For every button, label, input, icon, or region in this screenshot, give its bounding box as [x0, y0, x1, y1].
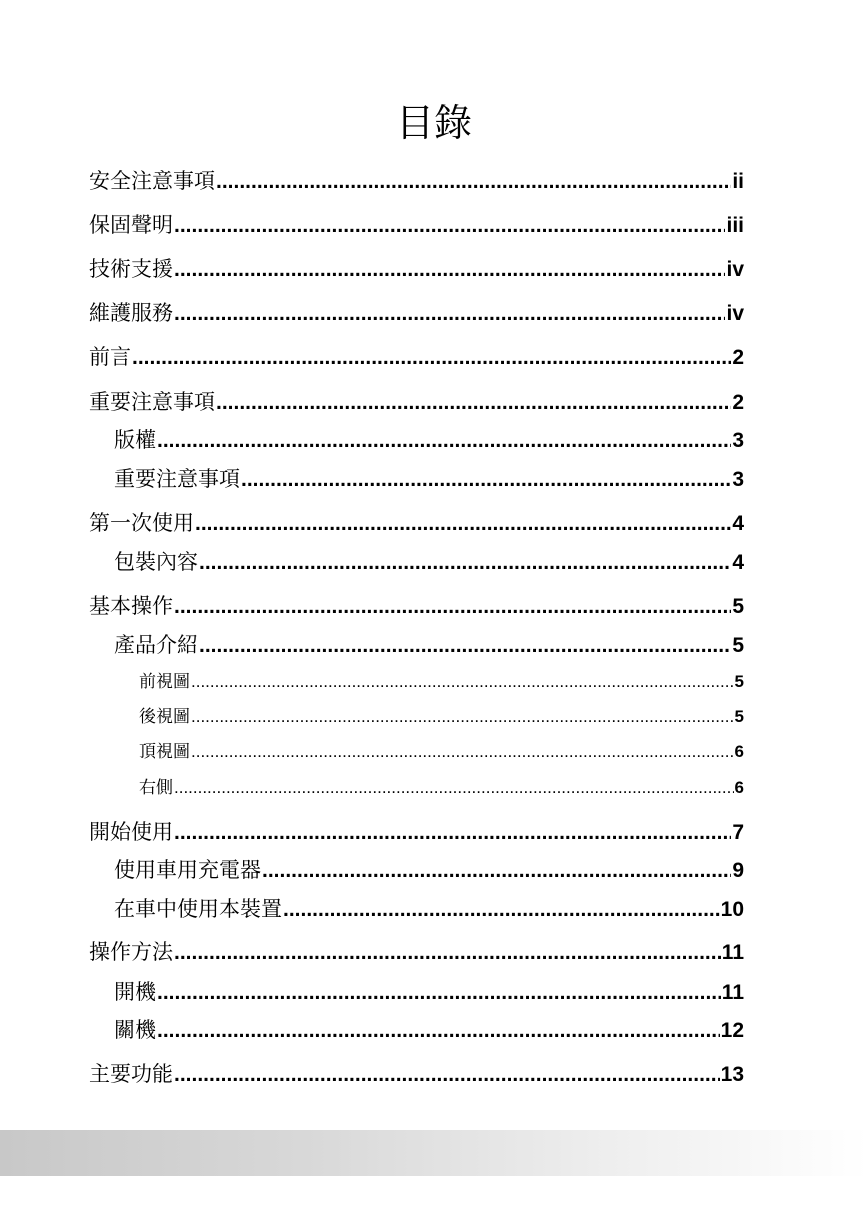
toc-dot-leader	[283, 898, 720, 922]
toc-entry-label: 主要功能	[89, 1062, 173, 1086]
toc-dot-leader	[174, 941, 721, 965]
toc-entry-label: 關機	[114, 1018, 156, 1042]
toc-entry-label: 使用車用充電器	[114, 858, 261, 882]
toc-page-number: 2	[732, 391, 744, 414]
toc-entry-label: 開始使用	[89, 820, 173, 844]
toc-page-number: 5	[734, 672, 744, 691]
toc-dot-leader	[262, 859, 731, 883]
toc-page-number: iv	[726, 302, 744, 325]
toc-entry-label: 產品介紹	[114, 633, 198, 657]
toc-page-number: 4	[732, 551, 744, 574]
toc-entry[interactable]	[89, 253, 744, 283]
toc-entry-label: 基本操作	[89, 594, 173, 618]
page-title: 目錄	[395, 101, 472, 145]
toc-dot-leader	[174, 821, 731, 845]
toc-entry[interactable]	[89, 590, 744, 620]
toc-entry-label: 第一次使用	[89, 511, 194, 535]
toc-dot-leader	[216, 170, 731, 194]
toc-entry[interactable]	[89, 297, 744, 327]
toc-entry[interactable]	[89, 341, 744, 371]
toc-dot-leader	[174, 302, 725, 326]
toc-page-number: 5	[734, 707, 744, 726]
toc-dot-leader	[157, 1019, 720, 1043]
toc-dot-leader	[174, 778, 734, 798]
toc-page-number: iii	[726, 214, 744, 237]
toc-page-number: 2	[732, 346, 744, 369]
toc-dot-leader	[195, 512, 731, 536]
toc-entry-label: 包裝內容	[114, 550, 198, 574]
toc-entry-label: 前言	[89, 345, 131, 369]
toc-entry[interactable]	[89, 936, 744, 966]
toc-page-number: 5	[732, 595, 744, 618]
toc-entry[interactable]	[114, 893, 744, 923]
toc-entry[interactable]	[114, 976, 744, 1006]
toc-entry[interactable]	[89, 165, 744, 195]
toc-entry-label: 重要注意事項	[114, 467, 240, 491]
toc-entry[interactable]	[89, 1058, 744, 1088]
toc-dot-leader	[191, 707, 734, 727]
toc-dot-leader	[216, 391, 731, 415]
toc-entry-label: 右側	[139, 778, 173, 798]
toc-page-number: 6	[734, 742, 744, 761]
toc-page-number: 11	[721, 941, 744, 964]
toc-entry[interactable]	[139, 667, 744, 692]
toc-dot-leader	[174, 258, 725, 282]
toc-dot-leader	[191, 742, 734, 762]
toc-dot-leader	[174, 595, 731, 619]
toc-entry[interactable]	[89, 816, 744, 846]
toc-entry-label: 前視圖	[139, 672, 190, 692]
toc-page-number: 9	[732, 859, 744, 882]
toc-page-number: 7	[732, 821, 744, 844]
toc-dot-leader	[199, 634, 731, 658]
toc-entry[interactable]	[139, 737, 744, 762]
toc-dot-leader	[157, 981, 721, 1005]
toc-dot-leader	[241, 468, 731, 492]
toc-page-number: 3	[732, 468, 744, 491]
toc-page-number: 11	[721, 981, 744, 1004]
toc-entry[interactable]	[89, 386, 744, 416]
toc-entry[interactable]	[89, 507, 744, 537]
toc-entry-label: 頂視圖	[139, 742, 190, 762]
toc-page-number: 10	[720, 898, 744, 921]
toc-entry-label: 在車中使用本裝置	[114, 897, 282, 921]
toc-dot-leader	[174, 214, 725, 238]
toc-entry-label: 安全注意事項	[89, 169, 215, 193]
toc-entry[interactable]	[114, 546, 744, 576]
toc-page-number: 6	[734, 778, 744, 797]
toc-page-number: iv	[726, 258, 744, 281]
toc-entry-label: 操作方法	[89, 940, 173, 964]
toc-page-number: ii	[732, 170, 744, 193]
toc-dot-leader	[157, 429, 731, 453]
toc-dot-leader	[132, 346, 731, 370]
toc-dot-leader	[199, 551, 731, 575]
toc-entry[interactable]	[139, 773, 744, 798]
toc-entry-label: 維護服務	[89, 301, 173, 325]
toc-entry[interactable]	[114, 629, 744, 659]
toc-entry-label: 開機	[114, 980, 156, 1004]
toc-page-number: 12	[720, 1019, 744, 1042]
toc-entry[interactable]	[139, 702, 744, 727]
toc-entry-label: 後視圖	[139, 707, 190, 727]
toc-page-number: 4	[732, 512, 744, 535]
toc-dot-leader	[174, 1063, 720, 1087]
toc-entry[interactable]	[114, 1014, 744, 1044]
toc-entry-label: 重要注意事項	[89, 390, 215, 414]
toc-entry-label: 版權	[114, 428, 156, 452]
toc-page-number: 5	[732, 634, 744, 657]
toc-entry-label: 技術支援	[89, 257, 173, 281]
toc-page-number: 3	[732, 429, 744, 452]
toc-entry[interactable]	[114, 463, 744, 493]
toc-dot-leader	[191, 672, 734, 692]
footer-gradient-band	[0, 1130, 868, 1176]
toc-entry-label: 保固聲明	[89, 213, 173, 237]
toc-entry[interactable]	[114, 424, 744, 454]
toc-page-number: 13	[720, 1063, 744, 1086]
toc-entry[interactable]	[89, 209, 744, 239]
toc-entry[interactable]	[114, 854, 744, 884]
